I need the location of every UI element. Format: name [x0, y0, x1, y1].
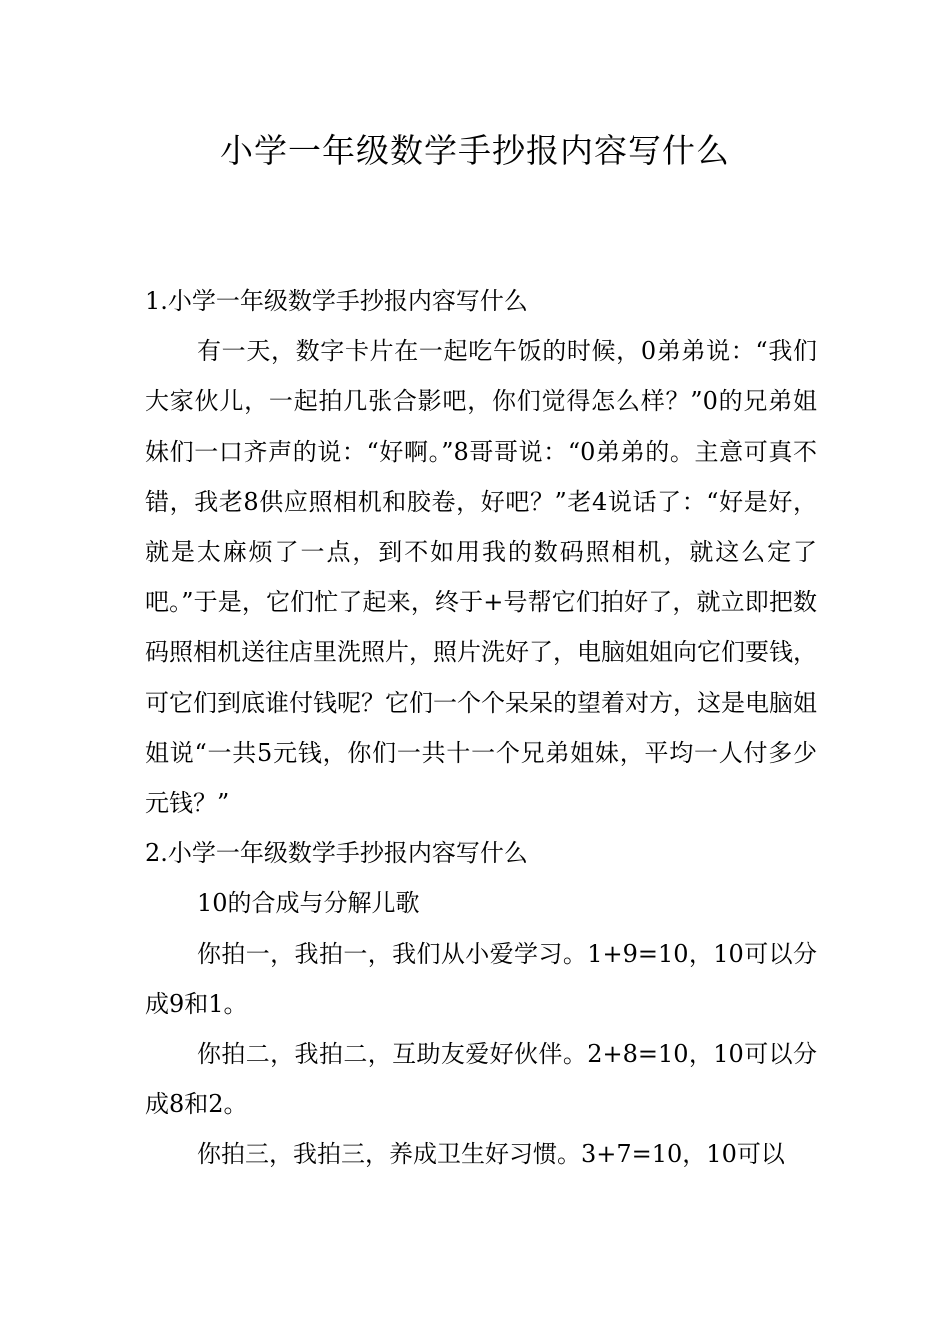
document-title: 小学一年级数学手抄报内容写什么 — [220, 131, 730, 170]
section-2-subtitle: 10的合成与分解儿歌 — [197, 889, 420, 918]
section-1-heading: 1.小学一年级数学手抄报内容写什么 — [145, 287, 528, 315]
section-1-story: 有一天，数字卡片在一起吃午饭的时候，0弟弟说：“我们大家伙儿，一起拍几张合影吧，你们觉得怎么样？”0的兄弟姐妹们一口齐声的说：“好啊。”8哥哥说：“0弟弟的。主意可真不错，我老8供应照相机和胶卷，好吧？”老4说话了：“好是好，就是太麻烦了一点，到不如用我的数码照相机，就这么定了吧。”于是，它们忙了起来，终于+号帮它们拍好了，就立即把数码照相机送往店里洗照片，照片洗好了，电脑姐姐向它们要钱，可它们到底谁付钱呢？它们一个个呆呆的望着对方，这是电脑姐姐说“一共5元钱，你们一共十一个兄弟姐妹，平均一人付多少元钱？” — [145, 337, 817, 818]
section-2-heading: 2.小学一年级数学手抄报内容写什么 — [145, 839, 528, 868]
document-body — [145, 276, 817, 1180]
verse-1: 你拍一，我拍一，我们从小爱学习。1+9=10，10可以分成9和1。 — [145, 939, 817, 1018]
verse-3: 你拍三，我拍三，养成卫生好习惯。3+7=10，10可以 — [197, 1140, 785, 1169]
verse-2: 你拍二，我拍二，互助友爱好伙伴。2+8=10，10可以分成8和2。 — [145, 1040, 817, 1119]
